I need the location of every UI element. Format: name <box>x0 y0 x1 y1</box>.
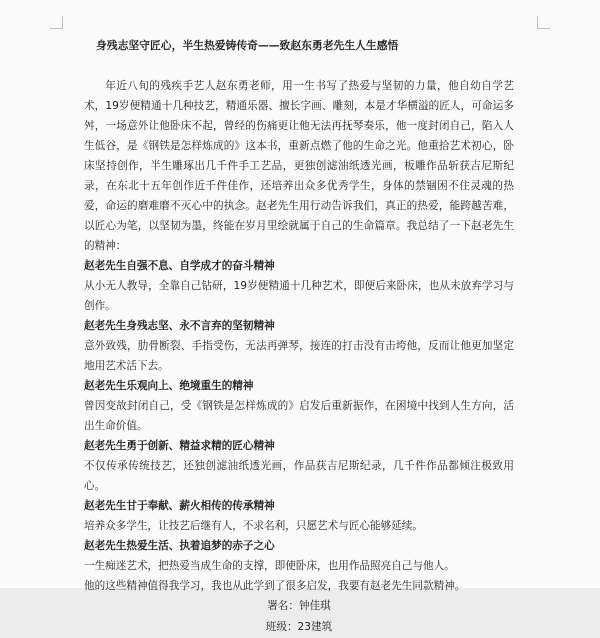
section-body: 曾因变故封闭自己，受《钢铁是怎样炼成的》启发后重新振作，在困境中找到人生方向，活出生命价值。 <box>84 400 514 432</box>
signature: 署名：钟佳琪 <box>267 600 331 612</box>
section-heading: 赵老先生乐观向上、绝境重生的精神 <box>84 380 254 392</box>
section-heading: 赵老先生身残志坚、永不言弃的坚韧精神 <box>84 320 275 332</box>
intro-paragraph: 年近八旬的残疾手艺人赵东勇老师，用一生书写了热爱与坚韧的力量，他自幼自学艺术，19岁便精通十几种技艺，精通乐器、擅长字画、雕刻，本是才华横溢的匠人，可命运多舛，一场意外让他卧床不起，曾经的伤痛更让他无法再抚琴奏乐，他一度封闭自己，陷入人生低谷，是《钢铁是怎样炼成的》这本书，重新点燃了他的生命之光。他重拾艺术初心，卧床坚持创作，半生雕琢出几千件手工艺品，更独创滤油纸透光画，板雕作品斩获吉尼斯纪录，在东北十五年创作近千件佳作，还培养出众多优秀学生，身体的禁锢困不住灵魂的热爱，命运的磨难磨不灭心中的执念。赵老先生用行动告诉我们，真正的热爱，能跨越苦难，以匠心为笔，以坚韧为墨，终能在岁月里绘就属于自己的生命篇章。我总结了一下赵老先生的精神： <box>84 80 514 252</box>
section-body: 不仅传承传统技艺，还独创滤油纸透光画，作品获吉尼斯纪录，几千件作品都倾注极致用心。 <box>84 460 514 492</box>
section-heading: 赵老先生热爱生活、执着追梦的赤子之心 <box>84 540 275 552</box>
section-heading: 赵老先生甘于奉献、薪火相传的传承精神 <box>84 500 275 512</box>
section-body: 意外致残，肋骨断裂、手指受伤，无法再弹琴，接连的打击没有击垮他，反而让他更加坚定地用艺术活下去。 <box>84 340 514 372</box>
section-body: 培养众多学生，让技艺后继有人，不求名利，只愿艺术与匠心能够延续。 <box>84 520 423 532</box>
section-heading: 赵老先生自强不息、自学成才的奋斗精神 <box>84 260 275 272</box>
document-body <box>84 36 514 638</box>
section-body: 从小无人教导，全靠自己钻研，19岁便精通十几种艺术，即便后来卧床，也从未放弃学习与创作。 <box>84 280 514 312</box>
page-corner-mark-left <box>50 16 63 29</box>
closing-paragraph: 他的这些精神值得我学习，我也从此学到了很多启发，我要有赵老先生同款精神。 <box>84 580 466 592</box>
class-line: 班级：23建筑 <box>265 621 333 633</box>
section-heading: 赵老先生勇于创新、精益求精的匠心精神 <box>84 440 275 452</box>
document-title: 身残志坚守匠心，半生热爱铸传奇——致赵东勇老先生人生感悟 <box>96 39 399 52</box>
page-corner-mark-right <box>537 16 550 29</box>
section-body: 一生痴迷艺术，把热爱当成生命的支撑，即使卧床，也用作品照亮自己与他人。 <box>84 560 455 572</box>
